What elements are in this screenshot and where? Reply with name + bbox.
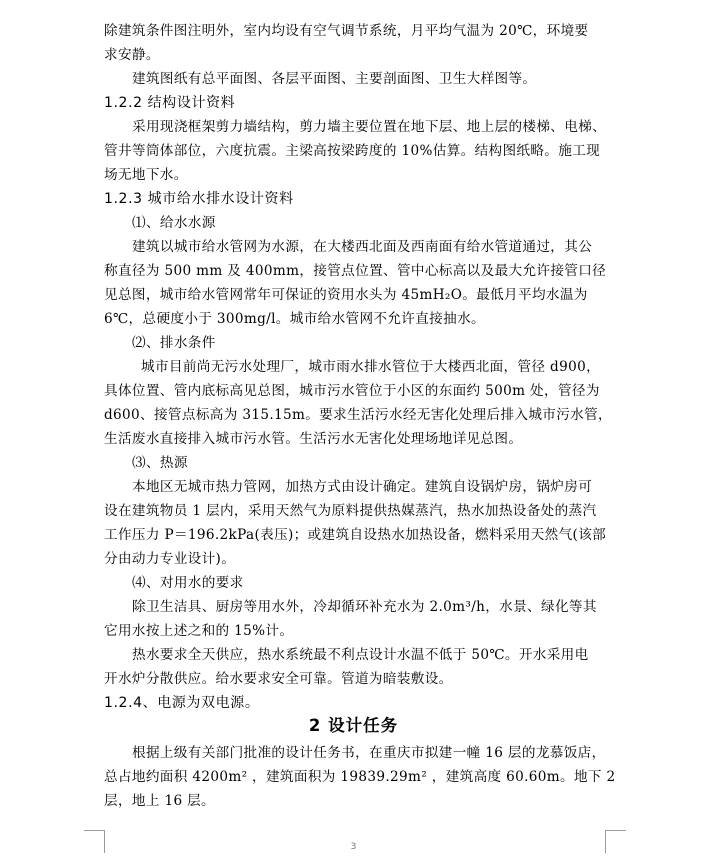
text-line: 建筑图纸有总平面图、各层平面图、主要剖面图、卫生大样图等。 xyxy=(132,71,537,87)
subheading-heat-source: ⑶、热源 xyxy=(132,455,188,471)
text-line: 根据上级有关部门批准的设计任务书，在重庆市拟建一幢 16 层的龙慕饭店， xyxy=(132,745,606,761)
text-line: 设在建筑物员 1 层内，采用天然气为原料提供热媒蒸汽，热水加热设备处的蒸汽 xyxy=(104,503,597,519)
text-line: 管井等筒体部位，六度抗震。主梁高按梁跨度的 10%估算。结构图纸略。施工现 xyxy=(104,143,601,159)
subheading-water-requirements: ⑷、对用水的要求 xyxy=(132,575,244,591)
section-heading-1-2-4: 1.2.4、电源为双电源。 xyxy=(104,695,260,711)
text-line: 分由动力专业设计)。 xyxy=(104,551,236,567)
section-heading-1-2-2: 1.2.2 结构设计资料 xyxy=(104,95,236,111)
text-line: 除建筑条件图注明外，室内均设有空气调节系统，月平均气温为 20℃，环境要 xyxy=(104,23,589,39)
section-heading-1-2-3: 1.2.3 城市给水排水设计资料 xyxy=(104,191,294,207)
text-line: 层，地上 16 层。 xyxy=(104,793,216,809)
subheading-drainage: ⑵、排水条件 xyxy=(132,335,216,351)
text-line: 6℃，总硬度小于 300mg/l。城市给水管网不允许直接抽水。 xyxy=(104,311,485,327)
text-line: 总占地约面积 4200m² ，建筑面积为 19839.29m² ，建筑高度 60.60m。地下 2 xyxy=(104,769,616,785)
page-number: 3 xyxy=(350,842,357,852)
text-line: 热水要求全天供应，热水系统最不利点设计水温不低于 50℃。开水采用电 xyxy=(132,647,589,663)
text-line: 工作压力 P＝196.2kPa(表压)；或建筑自设热水加热设备，燃料采用天然气(该部 xyxy=(104,527,607,543)
subheading-water-supply: ⑴、给水水源 xyxy=(132,215,216,231)
text-line: 城市目前尚无污水处理厂，城市雨水排水管位于大楼西北面，管径 d900， xyxy=(141,359,601,375)
text-line: 见总图，城市给水管网常年可保证的资用水头为 45mH₂O。最低月平均水温为 xyxy=(104,287,588,303)
text-line: 生活废水直接排入城市污水管。生活污水无害化处理场地详见总图。 xyxy=(104,431,523,447)
text-line: 采用现浇框架剪力墙结构，剪力墙主要位置在地下层、地上层的楼梯、电梯、 xyxy=(132,119,607,135)
text-line: 除卫生洁具、厨房等用水外，冷却循环补充水为 2.0m³/h，水景、绿化等其 xyxy=(132,599,597,615)
text-line: 建筑以城市给水管网为水源，在大楼西北面及西南面有给水管道通过，其公 xyxy=(132,239,593,255)
text-line: 求安静。 xyxy=(104,47,160,63)
text-line: d600、接管点标高为 315.15m。要求生活污水经无害化处理后排入城市污水管， xyxy=(104,407,612,423)
text-line: 开水炉分散供应。给水要求安全可靠。管道为暗装敷设。 xyxy=(104,671,453,687)
text-line: 场无地下水。 xyxy=(104,167,188,183)
text-line: 称直径为 500 mm 及 400mm，接管点位置、管中心标高以及最大允许接管口径 xyxy=(104,263,607,279)
text-line: 本地区无城市热力管网，加热方式由设计确定。建筑自设锅炉房，锅炉房可 xyxy=(132,479,593,495)
section-title-design-task: 2 设计任务 xyxy=(308,716,399,735)
text-line: 它用水按上述之和的 15%计。 xyxy=(104,623,294,639)
text-line: 具体位置、管内底标高见总图，城市污水管位于小区的东面约 500m 处，管径为 xyxy=(104,383,600,399)
